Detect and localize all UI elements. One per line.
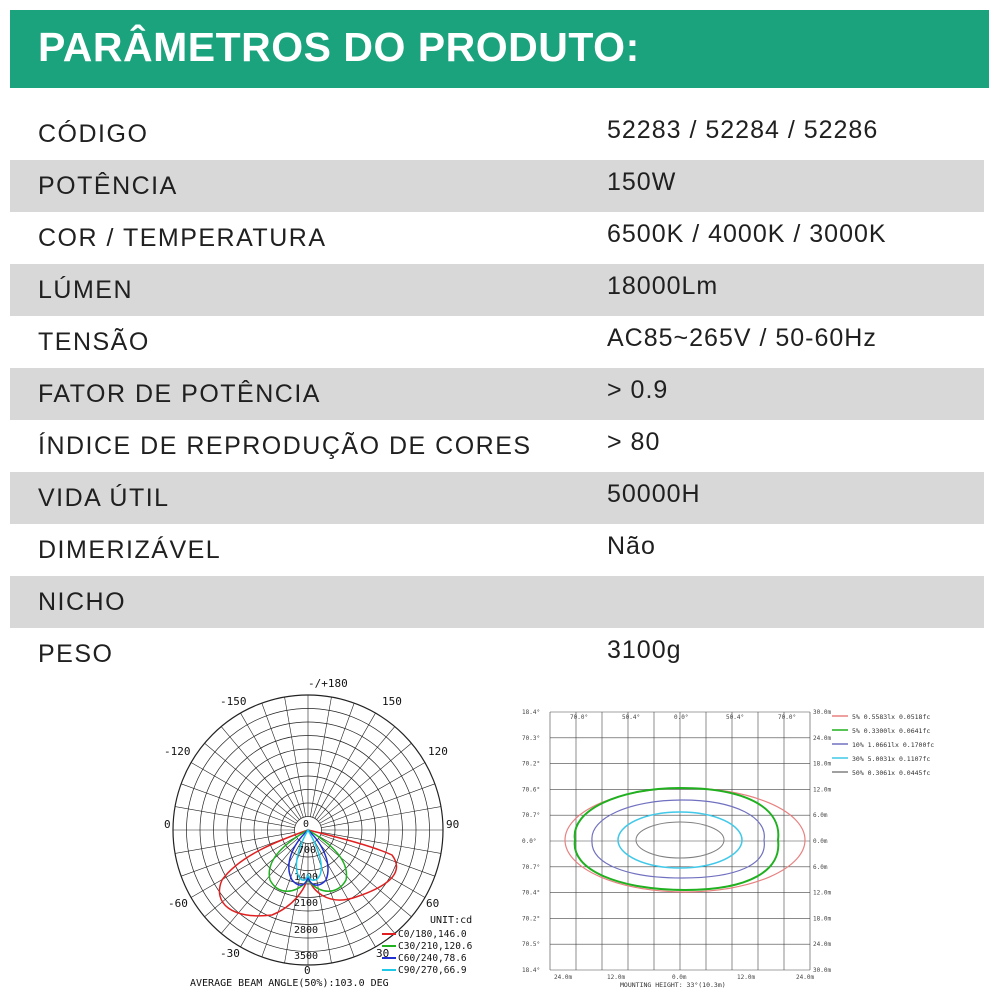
spec-row bbox=[10, 264, 984, 316]
isolux-contour-2 bbox=[575, 788, 779, 890]
header-banner bbox=[10, 10, 989, 88]
isolux-bottom-tick: 0.0m bbox=[672, 974, 687, 981]
spec-value: 150W bbox=[607, 168, 677, 196]
spec-label: CÓDIGO bbox=[38, 120, 149, 148]
spec-row bbox=[10, 368, 984, 420]
spec-value: Não bbox=[607, 532, 656, 560]
beam-angle-footer: AVERAGE BEAM ANGLE(50%):103.0 DEG bbox=[190, 978, 389, 989]
isolux-right-tick: 0.0m bbox=[813, 838, 828, 845]
radial-tick-label: 2800 bbox=[294, 925, 319, 936]
spec-label: LÚMEN bbox=[38, 276, 134, 304]
spec-label: VIDA ÚTIL bbox=[38, 484, 170, 512]
isolux-ticks bbox=[522, 709, 831, 981]
isolux-left-tick: 70.7° bbox=[522, 812, 541, 820]
polar-grid-spoke bbox=[310, 697, 331, 817]
spec-label: ÍNDICE DE REPRODUÇÃO DE CORES bbox=[38, 432, 532, 460]
isolux-right-tick: 24.0m bbox=[813, 734, 832, 742]
isolux-left-tick: 70.3° bbox=[522, 734, 541, 742]
radial-tick-label: 3500 bbox=[294, 951, 319, 962]
isolux-top-tick: 0.0° bbox=[674, 714, 689, 721]
isolux-chart-svg bbox=[520, 700, 990, 990]
angle-label-bottom-left: -30 bbox=[220, 947, 240, 960]
isolux-left-tick: 18.4° bbox=[522, 967, 541, 974]
isolux-bottom-tick: 12.0m bbox=[607, 974, 626, 981]
polar-legend bbox=[382, 929, 473, 976]
isolux-right-tick: 18.0m bbox=[813, 915, 832, 923]
angle-label-lower-left: -60 bbox=[168, 897, 188, 910]
angle-label-bottom: 0 bbox=[304, 964, 311, 977]
angle-label-bottom-right: 30 bbox=[376, 947, 390, 960]
isolux-right-tick: 6.0m bbox=[813, 812, 828, 820]
angle-label-left-upper: -120 bbox=[164, 745, 191, 758]
isolux-top-tick: 70.0° bbox=[570, 714, 589, 721]
spec-row bbox=[10, 576, 984, 628]
spec-value: 52283 / 52284 / 52286 bbox=[607, 116, 879, 144]
isolux-right-tick: 12.0m bbox=[813, 889, 832, 897]
legend-label: 30% 5.0031x 0.1107fc bbox=[852, 755, 931, 763]
legend-label: 5% 0.5583lx 0.0518fc bbox=[852, 713, 931, 721]
spec-row bbox=[10, 524, 984, 576]
spec-value: 3100g bbox=[607, 636, 682, 664]
legend-label: C0/180,146.0 bbox=[398, 929, 467, 940]
angle-label-lower-right: 60 bbox=[426, 897, 440, 910]
spec-row bbox=[10, 628, 984, 680]
polar-distribution-chart bbox=[160, 675, 500, 995]
radial-tick-label: 1400 bbox=[294, 872, 319, 883]
spec-label: TENSÃO bbox=[38, 328, 150, 356]
legend-label: C30/210,120.6 bbox=[398, 941, 473, 952]
polar-grid-spoke bbox=[175, 807, 295, 828]
spec-row bbox=[10, 108, 984, 160]
isolux-right-tick: 24.0m bbox=[813, 941, 832, 949]
radial-tick-label: 0 bbox=[303, 819, 310, 830]
isolux-right-tick: 30.0m bbox=[813, 709, 832, 716]
legend-label: C60/240,78.6 bbox=[398, 953, 467, 964]
polar-grid-spoke bbox=[285, 697, 306, 817]
angle-label-upper-left: -150 bbox=[220, 695, 247, 708]
mounting-height-label: MOUNTING HEIGHT: 33°(10.3m) bbox=[620, 981, 726, 989]
isolux-left-tick: 70.5° bbox=[522, 941, 541, 949]
spec-value: 50000H bbox=[607, 480, 701, 508]
isolux-left-tick: 70.2° bbox=[522, 915, 541, 923]
legend-label: C90/270,66.9 bbox=[398, 965, 467, 976]
spec-row bbox=[10, 160, 984, 212]
unit-label: UNIT:cd bbox=[430, 915, 473, 926]
isolux-top-tick: 70.0° bbox=[778, 714, 797, 721]
spec-row bbox=[10, 472, 984, 524]
spec-value: 18000Lm bbox=[607, 272, 719, 300]
angle-label-right: 90 bbox=[446, 818, 460, 831]
isolux-legend bbox=[832, 713, 934, 777]
isolux-right-tick: 12.0m bbox=[813, 786, 832, 794]
angle-label-upper-right: 150 bbox=[382, 695, 402, 708]
spec-row bbox=[10, 212, 984, 264]
spec-label: PESO bbox=[38, 640, 114, 668]
angle-label-right-upper: 120 bbox=[428, 745, 448, 758]
isolux-right-tick: 30.0m bbox=[813, 967, 832, 974]
spec-row bbox=[10, 316, 984, 368]
page-title: PARÂMETROS DO PRODUTO: bbox=[38, 24, 640, 70]
spec-label: DIMERIZÁVEL bbox=[38, 536, 222, 564]
isolux-right-tick: 6.0m bbox=[813, 863, 828, 871]
isolux-bottom-tick: 12.0m bbox=[737, 974, 756, 981]
spec-label: POTÊNCIA bbox=[38, 172, 178, 200]
polar-grid-spoke bbox=[321, 807, 441, 828]
legend-label: 10% 1.0661lx 0.1700fc bbox=[852, 741, 935, 749]
spec-row bbox=[10, 420, 984, 472]
isolux-right-tick: 18.0m bbox=[813, 760, 832, 768]
isolux-top-tick: 50.4° bbox=[726, 714, 745, 721]
isolux-left-tick: 70.6° bbox=[522, 786, 541, 794]
spec-table bbox=[10, 108, 984, 680]
spec-label: NICHO bbox=[38, 588, 127, 616]
isolux-left-tick: 70.4° bbox=[522, 889, 541, 897]
isolux-bottom-tick: 24.0m bbox=[796, 974, 815, 981]
isolux-left-tick: 70.2° bbox=[522, 760, 541, 768]
isolux-top-tick: 50.4° bbox=[622, 714, 641, 721]
legend-label: 50% 0.3061x 0.0445fc bbox=[852, 769, 931, 777]
spec-value: > 0.9 bbox=[607, 376, 669, 404]
spec-label: COR / TEMPERATURA bbox=[38, 224, 327, 252]
angle-label-left: 0 bbox=[164, 818, 171, 831]
legend-label: 5% 0.3300lx 0.0641fc bbox=[852, 727, 931, 735]
isolux-bottom-tick: 24.0m bbox=[554, 974, 573, 981]
radial-tick-label: 2100 bbox=[294, 898, 319, 909]
polar-chart-svg bbox=[160, 675, 500, 995]
isolux-chart bbox=[520, 700, 990, 990]
angle-label-top: -/+180 bbox=[308, 677, 348, 690]
spec-value: 6500K / 4000K / 3000K bbox=[607, 220, 887, 248]
spec-value: > 80 bbox=[607, 428, 661, 456]
radial-tick-label: 700 bbox=[298, 845, 317, 856]
isolux-left-tick: 70.7° bbox=[522, 863, 541, 871]
isolux-left-tick: 0.0° bbox=[522, 838, 537, 845]
isolux-grid bbox=[550, 712, 810, 970]
spec-label: FATOR DE POTÊNCIA bbox=[38, 380, 321, 408]
spec-value: AC85~265V / 50-60Hz bbox=[607, 324, 877, 352]
isolux-left-tick: 18.4° bbox=[522, 709, 541, 716]
